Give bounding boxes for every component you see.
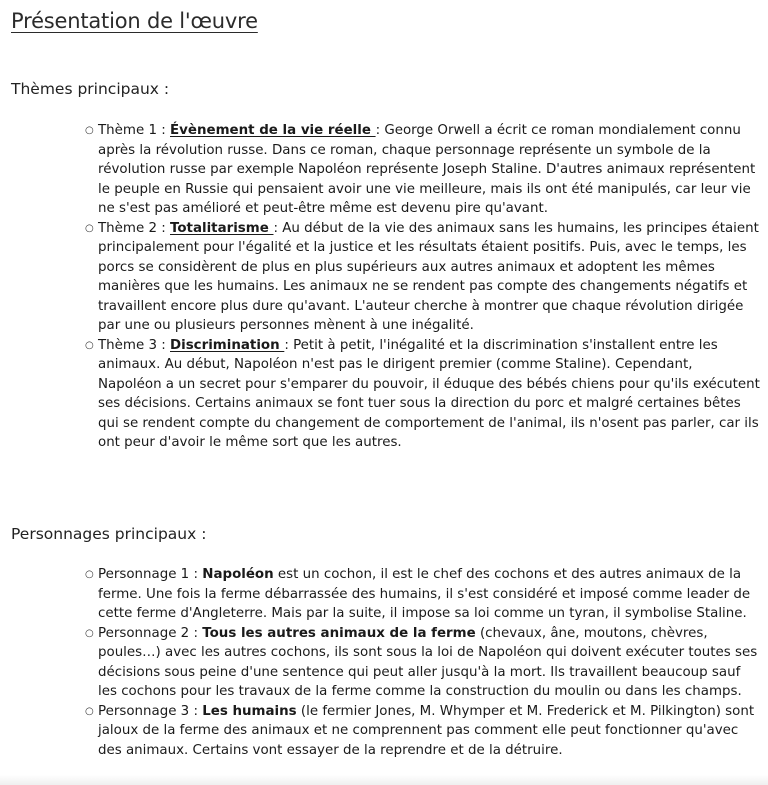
- character-text: est un cochon, il est le chef des cochons et des autres animaux de la ferme. Une fois la ferme débarrassée des humains, il s'est considéré et imposé comme leader de cette ferme d'Angleterre. Mais par la suite, il impose sa loi comme un tyran, il symbolise Staline.: [98, 567, 751, 621]
- bullet-circle-icon: ○: [85, 339, 94, 351]
- theme-prefix: Thème 3 :: [98, 337, 170, 353]
- bullet-circle-icon: ○: [85, 705, 94, 717]
- character-name: Tous les autres animaux de la ferme: [202, 625, 476, 641]
- bullet-circle-icon: ○: [85, 125, 94, 136]
- character-name: Les humains: [202, 703, 297, 719]
- theme-prefix: Thème 2 :: [98, 220, 170, 236]
- bullet-circle-icon: ○: [85, 627, 94, 639]
- theme-text: : Petit à petit, l'inégalité et la discrimination s'installent entre les animaux. Au début, Napoléon n'est pas le dirigent premier (comme Staline). Cependant, Napoléon a un secret pour s'emparer du pouvoir, il éduque des bébés chiens pour qu'ils exécutent ses décisions. Certains animaux se font tuer sous la direction du porc et malgré certaines bêtes qui se rendent compte du changement de comportement de l'animal, ils n'osent pas parler, car ils ont peur d'avoir le même sort que les autres.: [98, 337, 760, 450]
- theme-keyword: Évènement de la vie réelle: [170, 123, 376, 138]
- themes-list: [85, 121, 760, 453]
- theme-keyword: Discrimination: [170, 337, 285, 353]
- bottom-shade: [0, 775, 768, 785]
- themes-heading: Thèmes principaux :: [11, 80, 170, 98]
- character-item: [85, 565, 760, 624]
- bullet-circle-icon: ○: [85, 569, 94, 580]
- theme-prefix: Thème 1 :: [98, 123, 170, 138]
- character-prefix: Personnage 1 :: [98, 567, 203, 582]
- theme-text: : Au début de la vie des animaux sans les humains, les principes étaient principalement pour l'égalité et la justice et les résultats étaient positifs. Puis, avec le temps, les porcs se considèrent de plus en plus supérieurs aux autres animaux et adoptent les mêmes manières que les humains. Les animaux ne se rendent pas compte des changements négatifs et travaillent encore plus dure qu'avant. L'auteur cherche à montrer que chaque révolution dirigée par une ou plusieurs personnes mènent à une inégalité.: [98, 220, 759, 333]
- characters-list: [85, 565, 760, 760]
- character-prefix: Personnage 3 :: [98, 703, 203, 719]
- character-item: [85, 624, 760, 702]
- characters-heading: Personnages principaux :: [11, 525, 207, 543]
- theme-keyword: Totalitarisme: [170, 220, 274, 236]
- character-name: Napoléon: [202, 567, 274, 582]
- page-title: Présentation de l'œuvre: [11, 9, 258, 33]
- character-text: (le fermier Jones, M. Whymper et M. Frederick et M. Pilkington) sont jaloux de la ferme des animaux et ne comprennent pas comment elle peut fonctionner qu'avec des animaux. Certains vont essayer de la reprendre et de la détruire.: [98, 703, 755, 758]
- theme-item: [85, 121, 760, 219]
- theme-item: [85, 336, 760, 453]
- character-text: (chevaux, âne, moutons, chèvres, poules…) avec les autres cochons, ils sont sous la loi de Napoléon qui doivent exécuter toutes ses décisions sous peine d'une sentence qui peut aller jusqu'à la mort. Ils travaillent beaucoup sauf les cochons pour les travaux de la ferme comme la construction du moulin ou dans les champs.: [98, 625, 758, 699]
- bullet-circle-icon: ○: [85, 222, 94, 234]
- character-item: [85, 702, 760, 761]
- theme-text: : George Orwell a écrit ce roman mondialement connu après la révolution russe. Dans ce roman, chaque personnage représente un symbole de la révolution russe par exemple Napoléon représente Joseph Staline. D'autres animaux représentent le peuple en Russie qui pensaient avoir une vie meilleure, mais ils ont été manipulés, car leur vie ne s'est pas amélioré et peut-être même est devenu pire qu'avant.: [98, 123, 756, 216]
- theme-item: [85, 219, 760, 336]
- character-prefix: Personnage 2 :: [98, 625, 203, 641]
